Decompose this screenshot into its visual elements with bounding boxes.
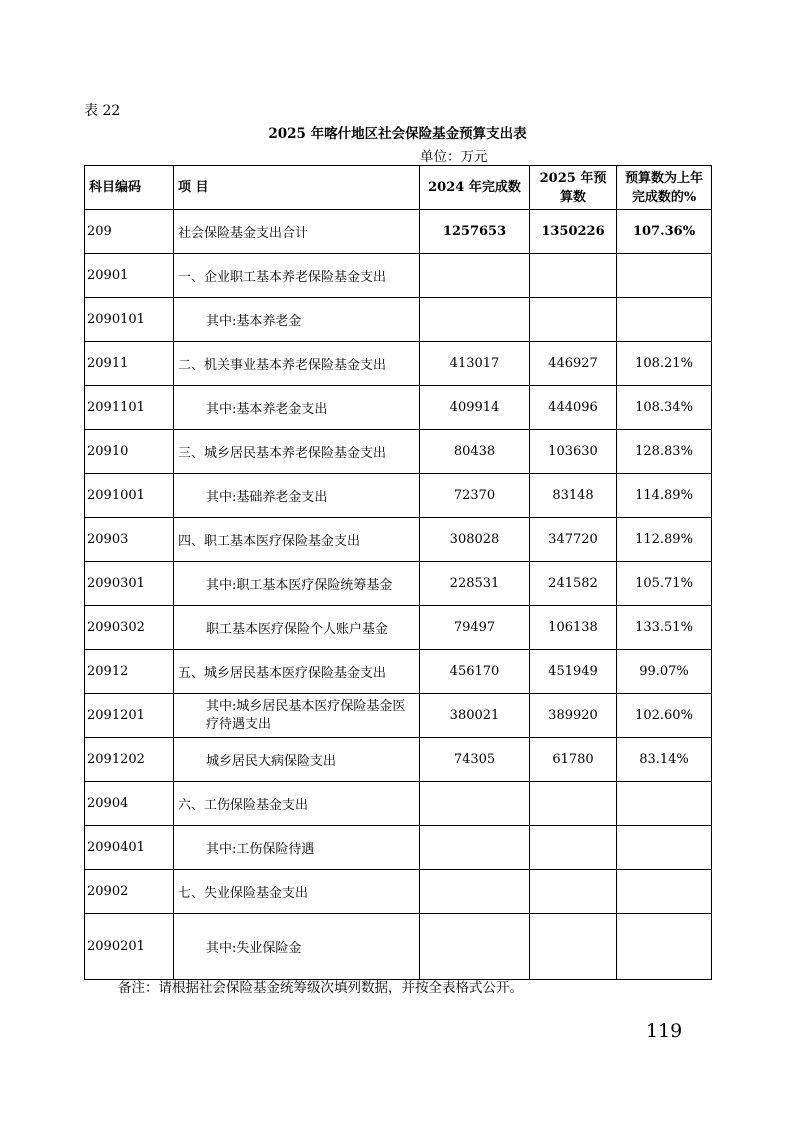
remark-note: 备注：请根据社会保险基金统筹级次填列数据，并按全表格式公开。 xyxy=(118,980,523,996)
row-ratio: 105.71% xyxy=(617,562,712,606)
row-item: 职工基本医疗保险个人账户基金 xyxy=(174,606,420,650)
row-code: 209 xyxy=(85,210,174,254)
row-completed-2024 xyxy=(420,914,530,980)
row-completed-2024: 74305 xyxy=(420,738,530,782)
row-completed-2024 xyxy=(420,298,530,342)
row-completed-2024 xyxy=(420,782,530,826)
header-budget-2025: 2025 年预算数 xyxy=(530,166,617,210)
row-completed-2024: 409914 xyxy=(420,386,530,430)
row-ratio xyxy=(617,254,712,298)
row-item: 四、职工基本医疗保险基金支出 xyxy=(174,518,420,562)
row-budget-2025: 103630 xyxy=(530,430,617,474)
row-budget-2025: 106138 xyxy=(530,606,617,650)
row-budget-2025 xyxy=(530,826,617,870)
table-row xyxy=(85,298,712,342)
row-ratio: 83.14% xyxy=(617,738,712,782)
row-ratio: 133.51% xyxy=(617,606,712,650)
row-completed-2024: 79497 xyxy=(420,606,530,650)
row-code: 20901 xyxy=(85,254,174,298)
row-code: 20903 xyxy=(85,518,174,562)
row-completed-2024: 228531 xyxy=(420,562,530,606)
table-row xyxy=(85,342,712,386)
row-code: 2090301 xyxy=(85,562,174,606)
header-code: 科目编码 xyxy=(85,166,174,210)
row-code: 2091001 xyxy=(85,474,174,518)
header-ratio: 预算数为上年完成数的% xyxy=(617,166,712,210)
row-code: 2091101 xyxy=(85,386,174,430)
row-code: 20911 xyxy=(85,342,174,386)
row-ratio: 114.89% xyxy=(617,474,712,518)
row-completed-2024: 72370 xyxy=(420,474,530,518)
row-code: 2090302 xyxy=(85,606,174,650)
row-ratio xyxy=(617,826,712,870)
table-header-row xyxy=(85,166,712,210)
row-item: 社会保险基金支出合计 xyxy=(174,210,420,254)
header-item: 项 目 xyxy=(174,166,420,210)
row-item: 其中:职工基本医疗保险统筹基金 xyxy=(174,562,420,606)
row-ratio xyxy=(617,914,712,980)
row-item: 一、企业职工基本养老保险基金支出 xyxy=(174,254,420,298)
row-code: 2090101 xyxy=(85,298,174,342)
row-ratio: 102.60% xyxy=(617,694,712,738)
table-row xyxy=(85,518,712,562)
row-budget-2025 xyxy=(530,782,617,826)
table-row xyxy=(85,738,712,782)
row-budget-2025: 444096 xyxy=(530,386,617,430)
row-code: 20912 xyxy=(85,650,174,694)
table-row xyxy=(85,782,712,826)
row-item: 七、失业保险基金支出 xyxy=(174,870,420,914)
row-budget-2025: 389920 xyxy=(530,694,617,738)
row-ratio: 128.83% xyxy=(617,430,712,474)
row-code: 20904 xyxy=(85,782,174,826)
row-code: 2090201 xyxy=(85,914,174,980)
table-row xyxy=(85,870,712,914)
row-completed-2024: 456170 xyxy=(420,650,530,694)
page-number: 119 xyxy=(646,1020,683,1042)
row-code: 2090401 xyxy=(85,826,174,870)
row-budget-2025: 241582 xyxy=(530,562,617,606)
row-item: 其中:城乡居民基本医疗保险基金医疗待遇支出 xyxy=(174,694,420,738)
row-ratio: 108.34% xyxy=(617,386,712,430)
row-budget-2025 xyxy=(530,914,617,980)
table-row xyxy=(85,254,712,298)
table-row xyxy=(85,386,712,430)
table-row xyxy=(85,650,712,694)
row-completed-2024 xyxy=(420,870,530,914)
row-item: 其中:基本养老金支出 xyxy=(174,386,420,430)
row-completed-2024: 1257653 xyxy=(420,210,530,254)
row-code: 2091202 xyxy=(85,738,174,782)
table-row xyxy=(85,694,712,738)
row-item: 其中:工伤保险待遇 xyxy=(174,826,420,870)
row-ratio: 99.07% xyxy=(617,650,712,694)
budget-expenditure-table xyxy=(84,165,712,980)
row-completed-2024: 80438 xyxy=(420,430,530,474)
table-row xyxy=(85,562,712,606)
row-ratio xyxy=(617,782,712,826)
row-ratio: 112.89% xyxy=(617,518,712,562)
row-code: 20902 xyxy=(85,870,174,914)
table-row xyxy=(85,210,712,254)
row-budget-2025: 83148 xyxy=(530,474,617,518)
row-item: 其中:基本养老金 xyxy=(174,298,420,342)
row-item: 其中:基础养老金支出 xyxy=(174,474,420,518)
row-ratio: 108.21% xyxy=(617,342,712,386)
table-row xyxy=(85,430,712,474)
table-row xyxy=(85,826,712,870)
table-row xyxy=(85,474,712,518)
row-budget-2025 xyxy=(530,254,617,298)
table-row xyxy=(85,606,712,650)
row-completed-2024 xyxy=(420,826,530,870)
row-budget-2025: 451949 xyxy=(530,650,617,694)
row-ratio xyxy=(617,298,712,342)
table-label: 表 22 xyxy=(84,103,121,119)
row-ratio xyxy=(617,870,712,914)
row-completed-2024: 413017 xyxy=(420,342,530,386)
row-completed-2024: 308028 xyxy=(420,518,530,562)
row-budget-2025: 446927 xyxy=(530,342,617,386)
row-budget-2025: 347720 xyxy=(530,518,617,562)
row-completed-2024: 380021 xyxy=(420,694,530,738)
header-completed-2024: 2024 年完成数 xyxy=(420,166,530,210)
unit-label: 单位：万元 xyxy=(420,149,488,165)
row-item: 五、城乡居民基本医疗保险基金支出 xyxy=(174,650,420,694)
row-item: 二、机关事业基本养老保险基金支出 xyxy=(174,342,420,386)
row-budget-2025: 1350226 xyxy=(530,210,617,254)
table-row xyxy=(85,914,712,980)
row-budget-2025 xyxy=(530,298,617,342)
row-code: 20910 xyxy=(85,430,174,474)
row-budget-2025: 61780 xyxy=(530,738,617,782)
row-code: 2091201 xyxy=(85,694,174,738)
document-title: 2025 年喀什地区社会保险基金预算支出表 xyxy=(268,126,527,142)
row-ratio: 107.36% xyxy=(617,210,712,254)
row-item: 城乡居民大病保险支出 xyxy=(174,738,420,782)
row-item: 六、工伤保险基金支出 xyxy=(174,782,420,826)
row-item: 其中:失业保险金 xyxy=(174,914,420,980)
row-item: 三、城乡居民基本养老保险基金支出 xyxy=(174,430,420,474)
row-completed-2024 xyxy=(420,254,530,298)
row-budget-2025 xyxy=(530,870,617,914)
